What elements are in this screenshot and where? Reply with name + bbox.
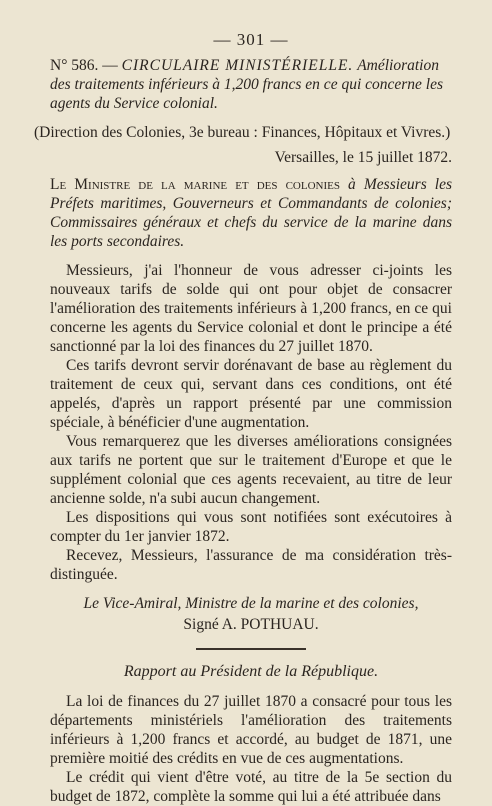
rapport-heading: Rapport au Président de la République.: [123, 663, 379, 680]
circular-title: CIRCULAIRE MINISTÉRIELLE.: [121, 57, 354, 74]
page-number: — 301 —: [213, 30, 289, 49]
section-divider: [196, 648, 306, 650]
body-paragraph-5: Recevez, Messieurs, l'assurance de ma considération très-distinguée.: [50, 547, 452, 583]
circular-subject: Amélioration des traitements inférieurs à 1,200 francs en ce qui concerne les agents du Service colonial.: [50, 57, 444, 112]
body-paragraph-3: Vous remarquerez que les diverses améliorations consignées aux tarifs ne portent que sur le traitement d'Europe et que le supplément colonial que ces agents recevaient, au titre de leur ancienne solde, n'a subi aucun changement.: [50, 433, 452, 507]
circular-number: N° 586. —: [50, 57, 118, 74]
rapport-paragraph-2: Le crédit qui vient d'être voté, au titre de la 5e section du budget de 1872, complète la somme qui lui a été attribuée dans: [50, 769, 452, 805]
circular-heading: [50, 56, 452, 113]
signature-name: Signé A. POTHUAU.: [183, 616, 319, 633]
body-paragraph-4: Les dispositions qui vous sont notifiées sont exécutoires à compter du 1er janvier 1872.: [50, 509, 452, 545]
date-line: Versailles, le 15 juillet 1872.: [274, 149, 452, 166]
address-block: [50, 175, 452, 251]
body-paragraph-2: Ces tarifs devront servir dorénavant de base au règlement du traitement de ceux qui, servant dans ces conditions, ont été appelés, d'après un rapport présenté par une commission spéciale, à bénéficier d'une augmentation.: [50, 357, 452, 431]
rapport-paragraph-1: La loi de finances du 27 juillet 1870 a consacré pour tous les départements ministériels l'amélioration des traitements inférieurs à 1,200 francs et accordé, au budget de 1871, une première moitié des crédits en vue de ces augmentations.: [50, 693, 452, 767]
address-recipients: à Messieurs les Préfets maritimes, Gouverneurs et Commandants de colonies; Commissaires généraux et chefs du service de la marine dans les ports secondaires.: [50, 176, 453, 250]
signature-title: Le Vice-Amiral, Ministre de la marine et des colonies,: [83, 595, 419, 612]
spacer: [50, 251, 452, 261]
direction-line: (Direction des Colonies, 3e bureau : Finances, Hôpitaux et Vivres.): [34, 124, 451, 141]
address-sender: Le Ministre de la marine et des colonies: [50, 176, 340, 193]
body-paragraph-1: Messieurs, j'ai l'honneur de vous adresser ci-joints les nouveaux tarifs de solde qui ont pour objet de consacrer l'amélioration des traitements inférieurs à 1,200 francs, en ce qui concerne les agents du Service colonial et dont le principe a été sanctionné par la loi des finances du 27 juillet 1870.: [50, 262, 452, 355]
